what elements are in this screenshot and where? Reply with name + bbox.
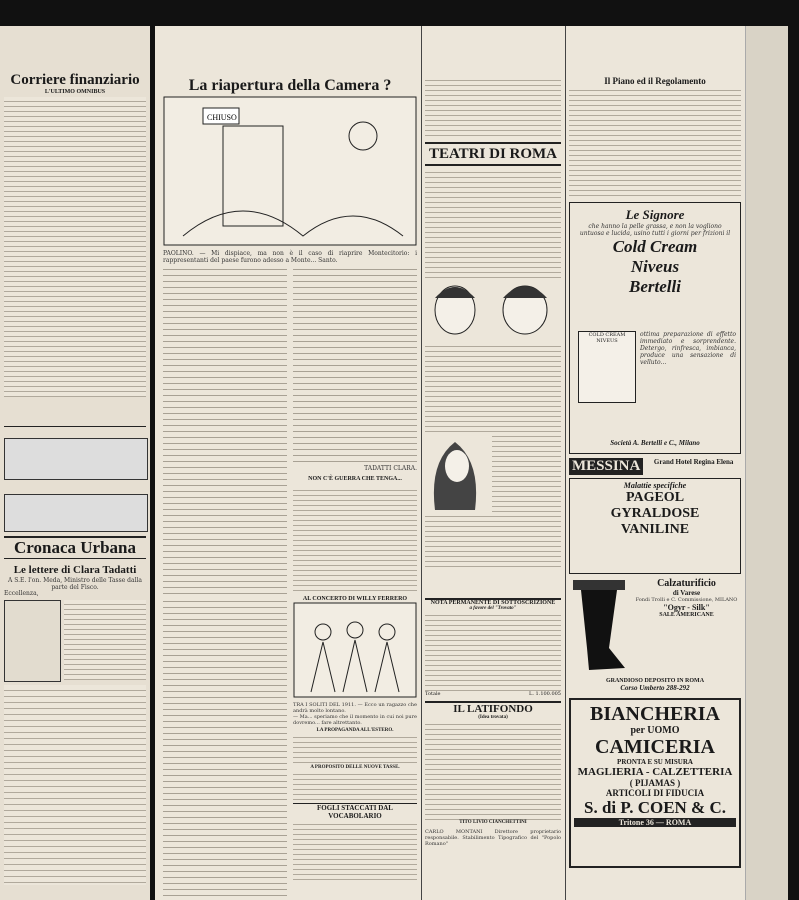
right-page xyxy=(155,26,745,900)
calz-brand: "Ogyr - Silk" xyxy=(663,603,710,612)
news-headline: NON C'È GUERRA CHE TENGA... xyxy=(308,476,402,482)
coen-address: Tritone 36 — ROMA xyxy=(574,818,736,827)
latifondo-subtitle: (Idea trovata) xyxy=(478,715,508,720)
cream-jar-illustration xyxy=(578,331,636,403)
latifondo-signature: TITO LIVIO CIANCHETTINI xyxy=(459,820,527,825)
pijamas: ( PIJAMAS ) xyxy=(629,778,681,788)
calzaturificio-ad xyxy=(569,578,741,678)
teatri-title: TEATRI DI ROMA xyxy=(425,142,561,166)
cream-brand-2: Niveus xyxy=(630,257,680,276)
column-rule xyxy=(421,26,422,900)
cream-jar-label: COLD CREAM NIVEUS xyxy=(588,332,626,344)
finance-text xyxy=(4,97,146,397)
cronaca-title: Cronaca Urbana xyxy=(4,536,146,559)
fiducia: ARTICOLI DI FIDUCIA xyxy=(605,788,705,798)
hotel-city: MESSINA xyxy=(569,458,643,475)
coen-name: S. di P. COEN & C. xyxy=(583,798,726,817)
cartoon-block xyxy=(163,76,417,264)
teatri-text-3 xyxy=(492,432,561,512)
concert-block xyxy=(293,596,417,880)
calz-title: Calzaturificio xyxy=(657,578,716,589)
biancheria-title: BIANCHERIA xyxy=(589,703,721,725)
pageol: PAGEOL xyxy=(625,490,685,505)
total-value: L. 1.100.005 xyxy=(529,691,561,697)
latifondo-title: IL LATIFONDO xyxy=(425,701,561,715)
calz-deposito: GRANDIOSO DEPOSITO IN ROMA xyxy=(605,678,705,684)
article-column xyxy=(163,264,417,594)
woman-portrait-drawing xyxy=(4,600,61,682)
letter-body-lines xyxy=(4,685,146,885)
cold-cream-ad xyxy=(569,202,741,454)
letter-title: Le lettere di Clara Tadatti xyxy=(13,564,137,576)
cartoon-caption: PAOLINO. — Mi dispiace, ma non è il caso di riaprire Montecitorio: i rappresentanti del paese furono adesso a Monte... Santo. xyxy=(163,250,417,264)
camiceria-sub: PRONTA E SU MISURA xyxy=(617,758,693,766)
cronaca-column xyxy=(4,536,146,885)
hotel-name: Grand Hotel Regina Elena xyxy=(653,458,734,466)
teatri-text xyxy=(425,168,561,278)
calz-street: Corso Umberto 288-292 xyxy=(620,684,690,692)
cream-signore: Le Signore xyxy=(625,207,685,222)
latifondo-text xyxy=(425,720,561,820)
calz-address: Fondi Trolli e C. Commissione, MILANO xyxy=(635,597,738,603)
camiceria-title: CAMICERIA xyxy=(595,736,715,758)
gyraldose: GYRALDOSE xyxy=(610,506,700,521)
proposito-text xyxy=(293,770,417,800)
page-edge xyxy=(745,26,788,900)
vaniline: VANILINE xyxy=(620,522,690,537)
cream-description: ottima preparazione di effetto immediato e sorprendente. Detergo, rinfresca, imbianca, produce una sensazione di velluto... xyxy=(640,331,736,366)
left-page xyxy=(0,26,150,900)
sottoscrizione-list xyxy=(425,611,561,691)
article-text-continued xyxy=(163,596,287,896)
column-rule xyxy=(565,26,566,900)
cartoon-title: La riapertura della Camera ? xyxy=(188,77,392,94)
article-text-right xyxy=(293,264,417,464)
sottoscrizione-title: NOTA PERMANENTE DI SOTTOSCRIZIONE xyxy=(425,598,561,606)
divider xyxy=(4,426,146,427)
proposito-title: A PROPOSITO DELLE NUOVE TASSE. xyxy=(310,765,400,770)
article-text-left xyxy=(163,264,287,594)
propaganda-title: LA PROPAGANDA ALL'ESTERO. xyxy=(316,728,394,733)
letter-recipient: A S.E. l'on. Meda, Ministro delle Tasse dalla parte del Fisco. xyxy=(8,577,142,591)
printer-line: CARLO MONTANI Direttore proprietario responsabile. Stabilimento Tipografico del "Popolo Romano" xyxy=(425,829,561,847)
calz-city: di Varese xyxy=(672,589,701,597)
letter-text xyxy=(64,600,146,680)
concert-title: AL CONCERTO DI WILLY FERRERO xyxy=(302,596,408,602)
advert-small-image xyxy=(4,438,148,480)
malattie-ad xyxy=(569,478,741,574)
teatri-text-4 xyxy=(425,512,561,570)
signature: TADATTI CLARA. xyxy=(364,465,417,472)
news-text xyxy=(293,486,417,594)
calz-sale: SALE AMERICANE xyxy=(659,612,714,618)
fogli-title: FOGLI STACCATI DAL VOCABOLARIO xyxy=(293,803,417,820)
parliament-cartoon xyxy=(163,96,417,246)
finance-title: Corriere finanziario xyxy=(10,72,140,88)
advert-small-image-2 xyxy=(4,494,148,532)
fogli-text xyxy=(293,820,417,880)
teatri-column xyxy=(425,76,561,570)
finance-column xyxy=(4,72,146,397)
sottoscrizione-block xyxy=(425,598,561,847)
two-faces-drawing xyxy=(425,278,561,338)
woman-with-hair-drawing xyxy=(425,432,489,512)
concert-caption: TRA I SOLITI DEL 1911. — Ecco un ragazzo che andrà molto lontano. xyxy=(293,702,417,714)
propaganda-text xyxy=(293,733,417,763)
cream-text: che hanno la pelle grassa, e non la vogliono untuosa e lucida, usino tutti i giorni per frizioni il xyxy=(579,223,731,237)
cream-brand-3: Bertelli xyxy=(629,277,681,296)
headlines-text xyxy=(425,76,561,136)
biancheria-sub: per UOMO xyxy=(630,725,680,736)
stocking-leg-drawing xyxy=(569,578,629,678)
total-label: Totale xyxy=(425,691,441,697)
concert-caption-2: — Ma... speriamo che il momento in cui noi pure dovremo... fare altrettanto. xyxy=(293,714,417,726)
piano-text xyxy=(569,86,741,196)
maglieria: MAGLIERIA - CALZETTERIA xyxy=(577,766,733,778)
cream-company: Società A. Bertelli e C., Milano xyxy=(610,439,700,447)
biancheria-ad xyxy=(569,698,741,868)
piano-title: Il Piano ed il Regolamento xyxy=(604,76,706,86)
ads-column xyxy=(569,76,741,868)
malattie-title: Malattie specifiche xyxy=(623,481,687,490)
finance-subtitle: L'ULTIMO OMNIBUS xyxy=(44,89,106,95)
letter-greeting: Eccellenza, xyxy=(4,590,39,597)
sottoscrizione-subtitle: a favore del "Trovato" xyxy=(469,606,517,611)
teatri-text-2 xyxy=(425,342,561,432)
concert-cartoon xyxy=(293,602,417,698)
cream-brand-1: Cold Cream xyxy=(612,237,698,256)
closed-sign: CHIUSO xyxy=(207,113,237,122)
